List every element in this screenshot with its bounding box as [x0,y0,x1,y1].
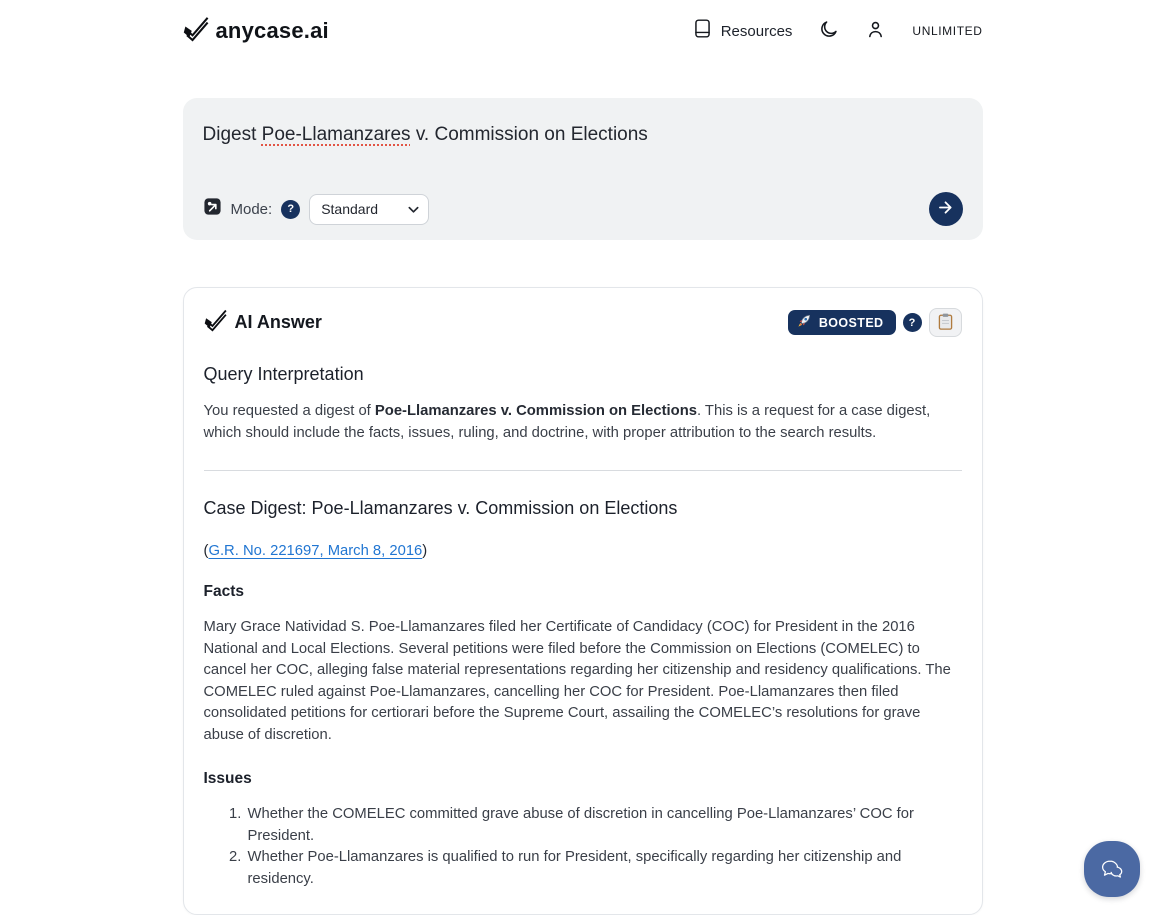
section-divider [204,470,962,471]
boosted-label: BOOSTED [818,315,884,330]
rocket-icon [797,313,812,333]
query-interpretation-heading: Query Interpretation [203,364,364,384]
brand-name: anycase.ai [215,18,329,43]
query-text-suffix: v. Commission on Elections [410,124,648,145]
arrow-right-icon [936,198,955,220]
query-text-prefix: Digest [202,124,262,145]
facts-body: Mary Grace Natividad S. Poe-Llamanzares filed her Certificate of Candidacy (COC) for President in the 2016 National and Local Elections. Several petitions were filed before the Commission on Elections (COMELEC) to cancel her COC, alleging false material representations regarding her citizenship and residency qualifications. The COMELEC ruled against Poe-Llamanzares, cancelling her COC for President. Poe-Llamanzares then filed consolidated petitions for certiorari before the Supreme Court, assailing the COMELEC’s resolutions for grave abuse of discretion. [203,619,951,743]
anycase-logo-icon-small [204,308,228,337]
anycase-logo-icon [183,15,210,47]
issues-list [204,804,962,890]
image-upload-icon[interactable] [203,197,222,221]
issue-item: 2. Whether Poe-Llamanzares is qualified to run for President, specifically regarding her citizenship and residency. [246,847,962,890]
resources-label: Resources [720,22,793,40]
facts-heading: Facts [203,583,244,600]
ai-answer-title: AI Answer [234,312,322,332]
query-interpretation-body: You requested a digest of Poe-Llamanzares v. Commission on Elections. This is a request for a case digest, which should include the facts, issues, ruling, and doctrine, with proper attribution to the search results. [203,403,931,441]
chat-bubbles-icon [1097,853,1127,886]
copy-answer-button[interactable] [929,308,962,337]
dark-mode-toggle[interactable] [818,19,839,43]
brand-logo[interactable] [183,15,329,47]
issues-heading: Issues [203,770,252,787]
account-button[interactable] [865,19,886,43]
boosted-badge[interactable] [788,310,896,335]
query-card [183,98,983,240]
submit-query-button[interactable] [929,192,963,226]
issue-item: 1. Whether the COMELEC committed grave abuse of discretion in cancelling Poe-Llamanzares’ COC for President. [246,804,962,847]
mode-label: Mode: [230,200,273,218]
user-icon [865,19,886,43]
query-misspelled-word: Poe-Llamanzares [261,124,411,145]
citation-line: (G.R. No. 221697, March 8, 2016) [203,543,428,559]
gr-number-link[interactable]: G.R. No. 221697, March 8, 2016 [208,543,423,559]
clipboard-icon [938,313,953,333]
case-digest-heading: Case Digest: Poe-Llamanzares v. Commission on Elections [203,498,678,518]
resources-link[interactable] [692,18,793,44]
app-header [0,0,1165,50]
chat-support-button[interactable] [1084,841,1140,897]
mode-select[interactable] [309,194,429,225]
ai-answer-card [183,287,983,915]
book-icon [692,18,713,44]
boosted-help-icon[interactable]: ? [903,313,922,332]
moon-icon [818,19,839,43]
query-input[interactable] [203,122,963,148]
mode-help-icon[interactable]: ? [281,200,300,219]
plan-badge: UNLIMITED [912,24,983,38]
case-name-bold: Poe-Llamanzares v. Commission on Elections [374,403,697,419]
